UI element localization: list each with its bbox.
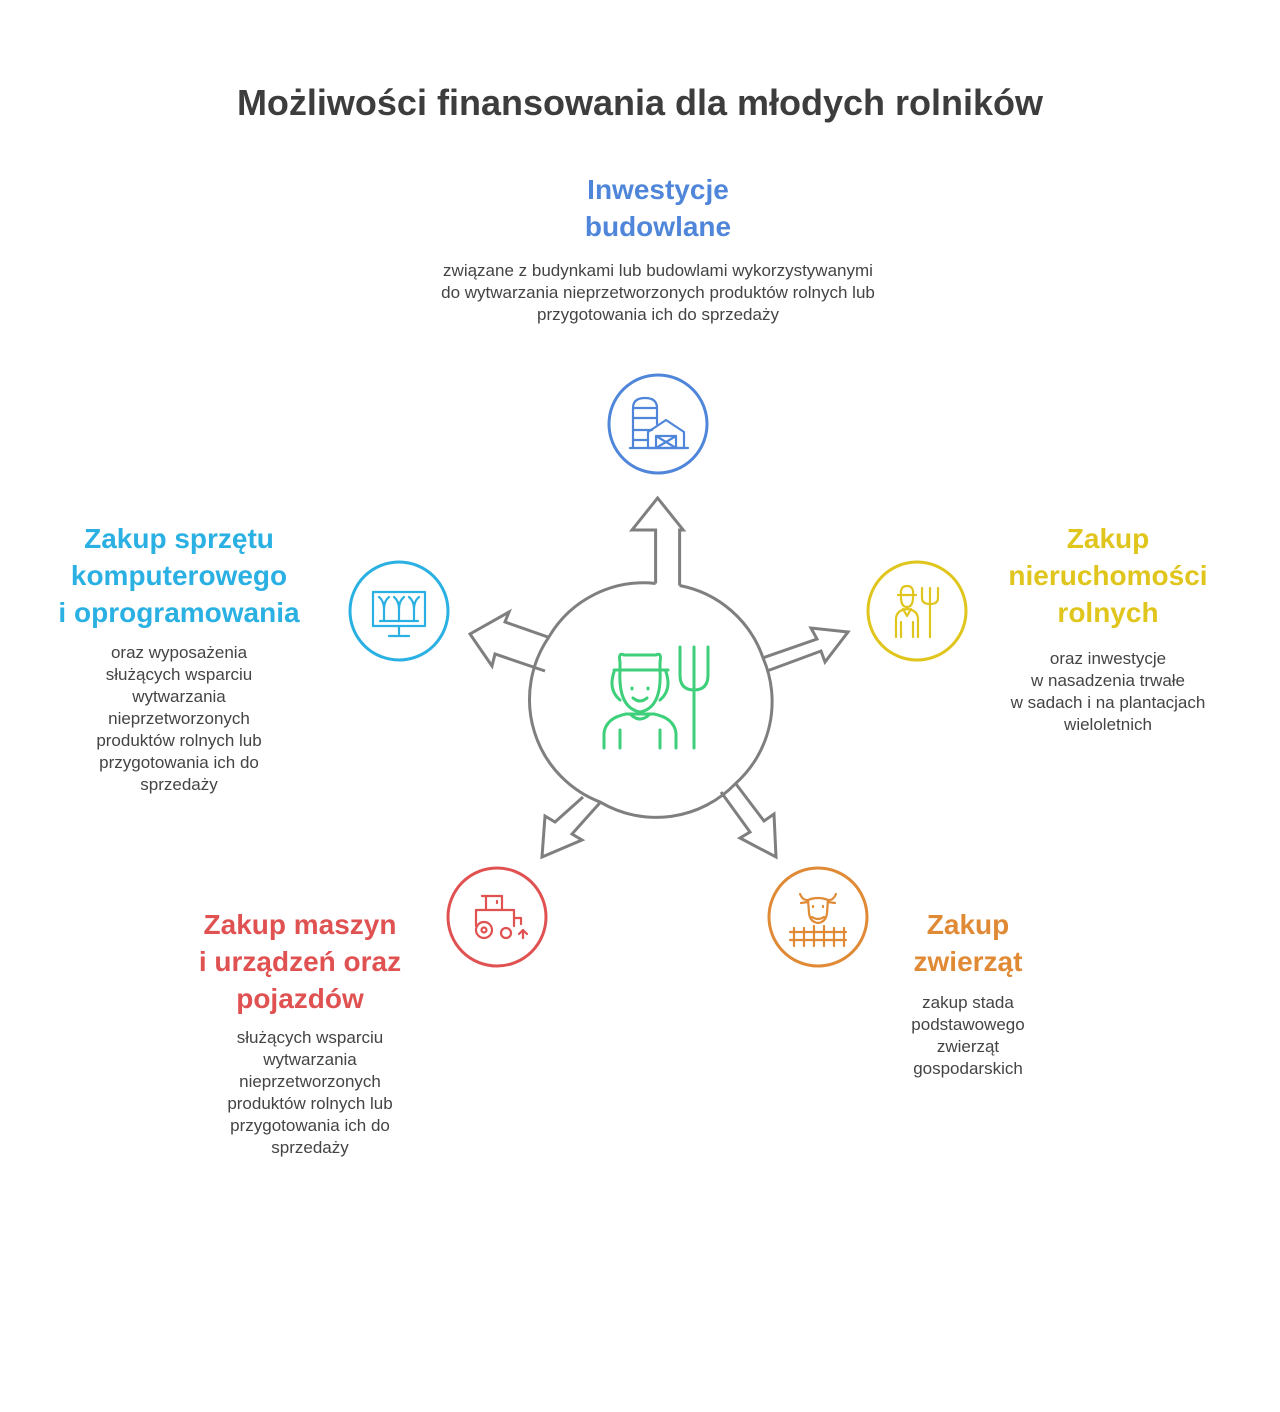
machines-description-line: służących wsparciu	[236, 1028, 384, 1047]
computer-heading-line: Zakup sprzętu	[84, 523, 274, 554]
animals-description-line: zakup stada	[922, 993, 1014, 1012]
arrow-down-left-shape	[542, 797, 600, 857]
animals-description-line: gospodarskich	[913, 1059, 1023, 1078]
hub-circle-shape	[530, 583, 773, 818]
buildings-heading-line: Inwestycje	[587, 174, 729, 205]
computer-heading-line: komputerowego	[70, 560, 288, 591]
animals-description-line: podstawowego	[911, 1015, 1025, 1034]
farmer-pitchfork-node	[868, 562, 966, 660]
buildings-heading	[508, 171, 808, 245]
real-estate-heading	[988, 520, 1228, 631]
computer-description-line: oraz wyposażenia	[110, 643, 248, 662]
computer-description-line: służących wsparciu	[105, 665, 253, 684]
buildings-description	[358, 260, 958, 326]
arrow-down-right-shape	[721, 784, 776, 858]
computer-crops-node	[350, 562, 448, 660]
machines-description-line: sprzedaży	[271, 1138, 349, 1157]
computer-description-line: przygotowania ich do	[99, 753, 259, 772]
animals-heading-line: zwierząt	[913, 946, 1023, 977]
computer-crops-icon	[373, 592, 425, 636]
animals-heading-line: Zakup	[926, 909, 1010, 940]
real-estate-heading-line: Zakup	[1066, 523, 1150, 554]
computer-heading	[38, 520, 320, 631]
buildings-description-line: przygotowania ich do sprzedaży	[537, 305, 779, 324]
buildings-description-line: do wytwarzania nieprzetworzonych produktów rolnych lub	[441, 283, 875, 302]
machines-description-line: wytwarzania	[263, 1050, 357, 1069]
silo-barn-icon	[630, 398, 688, 448]
tractor-icon	[476, 896, 527, 938]
computer-description-line: wytwarzania	[132, 687, 226, 706]
farmer-with-pitchfork-icon	[604, 647, 708, 748]
machines-description-line: przygotowania ich do	[230, 1116, 390, 1135]
real-estate-heading-line: nieruchomości	[1008, 560, 1208, 591]
cow-fence-node	[769, 868, 867, 966]
machines-description	[190, 1027, 430, 1159]
real-estate-description	[978, 648, 1238, 736]
computer-description-line: nieprzetworzonych	[108, 709, 250, 728]
machines-heading	[170, 906, 430, 1017]
tractor-node	[448, 868, 546, 966]
real-estate-description-line: w sadach i na plantacjach	[1010, 693, 1206, 712]
machines-heading-line: pojazdów	[236, 983, 364, 1014]
cow-fence-icon	[790, 894, 846, 946]
machines-heading-line: Zakup maszyn	[203, 909, 397, 940]
computer-description-line: sprzedaży	[140, 775, 218, 794]
farmer-pitchfork-icon	[896, 586, 938, 637]
arrow-right-shape	[763, 628, 848, 671]
machines-heading-line: i urządzeń oraz	[198, 946, 402, 977]
computer-description	[67, 642, 291, 796]
buildings-heading-line: budowlane	[584, 211, 732, 242]
arrow-up-shape	[632, 498, 683, 586]
animals-description-line: zwierząt	[936, 1037, 1000, 1056]
machines-description-line: produktów rolnych lub	[227, 1094, 393, 1113]
buildings-description-line: związane z budynkami lub budowlami wykorzystywanymi	[443, 261, 873, 280]
computer-heading-line: i oprogramowania	[58, 597, 300, 628]
real-estate-heading-line: rolnych	[1057, 597, 1159, 628]
machines-description-line: nieprzetworzonych	[239, 1072, 381, 1091]
animals-heading	[878, 906, 1058, 980]
real-estate-description-line: w nasadzenia trwałe	[1030, 671, 1186, 690]
computer-description-line: produktów rolnych lub	[96, 731, 262, 750]
silo-barn-node	[609, 375, 707, 473]
real-estate-description-line: wieloletnich	[1064, 715, 1152, 734]
diagram-title: Możliwości finansowania dla młodych rolników	[236, 82, 1044, 123]
animals-description	[878, 992, 1058, 1080]
real-estate-description-line: oraz inwestycje	[1049, 649, 1167, 668]
